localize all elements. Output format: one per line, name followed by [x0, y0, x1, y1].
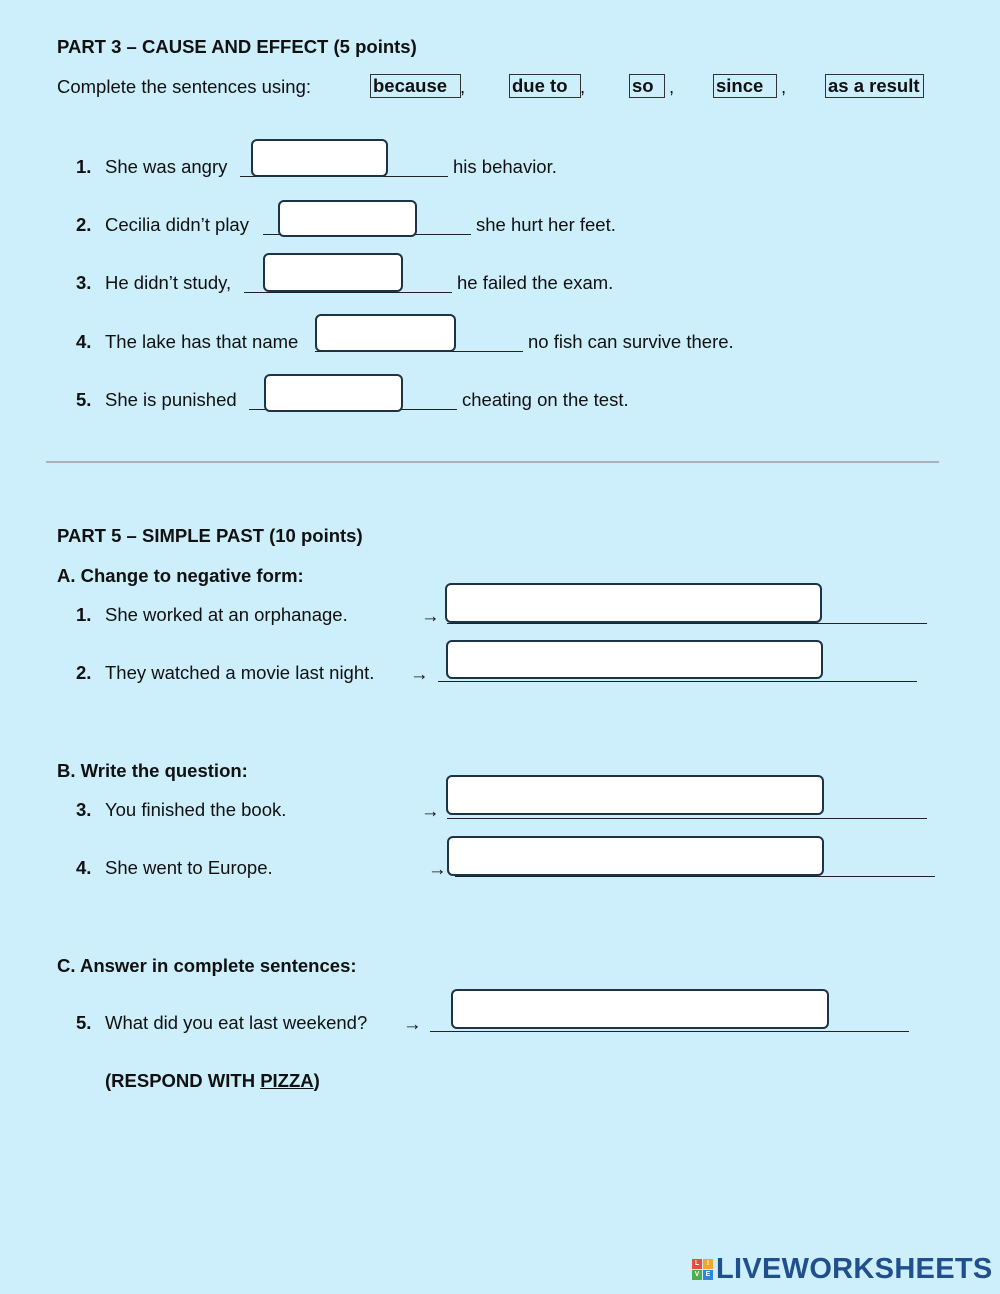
prompt-sentence: You finished the book.: [105, 799, 287, 820]
sentence-end: his behavior.: [453, 156, 557, 177]
arrow-icon: →: [410, 663, 429, 684]
sentence-start: He didn’t study,: [105, 272, 232, 293]
section-divider: [46, 461, 939, 463]
prompt-sentence: She worked at an orphanage.: [105, 604, 348, 625]
logo-text: LIVEWORKSHEETS: [716, 1253, 993, 1285]
word-bank-as-a-result: as a result: [825, 74, 924, 98]
item-number: 2.: [76, 662, 92, 683]
arrow-icon: →: [403, 1013, 422, 1034]
item-number: 5.: [76, 389, 92, 410]
respond-note: [105, 1070, 320, 1092]
answer-input-p3-4[interactable]: [315, 314, 456, 352]
liveworksheets-logo: [692, 1254, 993, 1284]
answer-input-p3-5[interactable]: [264, 374, 403, 412]
item-number: 4.: [76, 331, 92, 352]
comma: ,: [781, 76, 787, 97]
part3-title: PART 3 – CAUSE AND EFFECT (5 points): [57, 36, 417, 57]
word-bank-since: since: [713, 74, 777, 98]
section-a-heading: A. Change to negative form:: [57, 565, 304, 586]
item-number: 1.: [76, 604, 92, 625]
part3-instruction: Complete the sentences using:: [57, 76, 312, 97]
comma: ,: [580, 76, 586, 97]
answer-input-p5-5[interactable]: [451, 989, 829, 1029]
sentence-end: she hurt her feet.: [476, 214, 616, 235]
comma: ,: [669, 76, 675, 97]
arrow-icon: →: [428, 858, 447, 879]
logo-tile: V: [692, 1270, 702, 1280]
answer-underline: [447, 818, 927, 819]
answer-underline: [447, 623, 927, 624]
logo-tile: L: [692, 1259, 702, 1269]
section-c-heading: C. Answer in complete sentences:: [57, 955, 357, 976]
item-number: 4.: [76, 857, 92, 878]
respond-note-suffix: ): [313, 1070, 320, 1091]
answer-underline: [244, 292, 452, 293]
item-number: 3.: [76, 272, 92, 293]
answer-underline: [438, 681, 917, 682]
prompt-sentence: She went to Europe.: [105, 857, 273, 878]
sentence-start: The lake has that name: [105, 331, 299, 352]
answer-input-p3-1[interactable]: [251, 139, 388, 177]
arrow-icon: →: [421, 605, 440, 626]
sentence-start: Cecilia didn’t play: [105, 214, 249, 235]
item-number: 1.: [76, 156, 92, 177]
item-number: 3.: [76, 799, 92, 820]
sentence-start: She was angry: [105, 156, 228, 177]
item-number: 5.: [76, 1012, 92, 1033]
answer-input-p3-3[interactable]: [263, 253, 403, 292]
answer-input-p5-2[interactable]: [446, 640, 823, 679]
answer-underline: [455, 876, 935, 877]
respond-note-word: PIZZA: [260, 1070, 314, 1091]
section-b-heading: B. Write the question:: [57, 760, 248, 781]
logo-tiles-icon: [692, 1259, 713, 1280]
word-bank-so: so: [629, 74, 665, 98]
answer-input-p5-3[interactable]: [446, 775, 824, 815]
word-bank-due-to: due to: [509, 74, 581, 98]
arrow-icon: →: [421, 800, 440, 821]
prompt-sentence: They watched a movie last night.: [105, 662, 375, 683]
sentence-end: no fish can survive there.: [528, 331, 734, 352]
respond-note-prefix: (RESPOND WITH: [105, 1070, 261, 1091]
prompt-sentence: What did you eat last weekend?: [105, 1012, 368, 1033]
answer-input-p5-1[interactable]: [445, 583, 822, 623]
answer-underline: [430, 1031, 909, 1032]
answer-input-p5-4[interactable]: [447, 836, 824, 876]
part5-title: PART 5 – SIMPLE PAST (10 points): [57, 525, 363, 546]
word-bank-because: because: [370, 74, 461, 98]
sentence-end: cheating on the test.: [462, 389, 629, 410]
comma: ,: [460, 76, 466, 97]
item-number: 2.: [76, 214, 92, 235]
logo-tile: I: [703, 1259, 713, 1269]
sentence-end: he failed the exam.: [457, 272, 614, 293]
sentence-start: She is punished: [105, 389, 237, 410]
logo-tile: E: [703, 1270, 713, 1280]
answer-input-p3-2[interactable]: [278, 200, 417, 237]
